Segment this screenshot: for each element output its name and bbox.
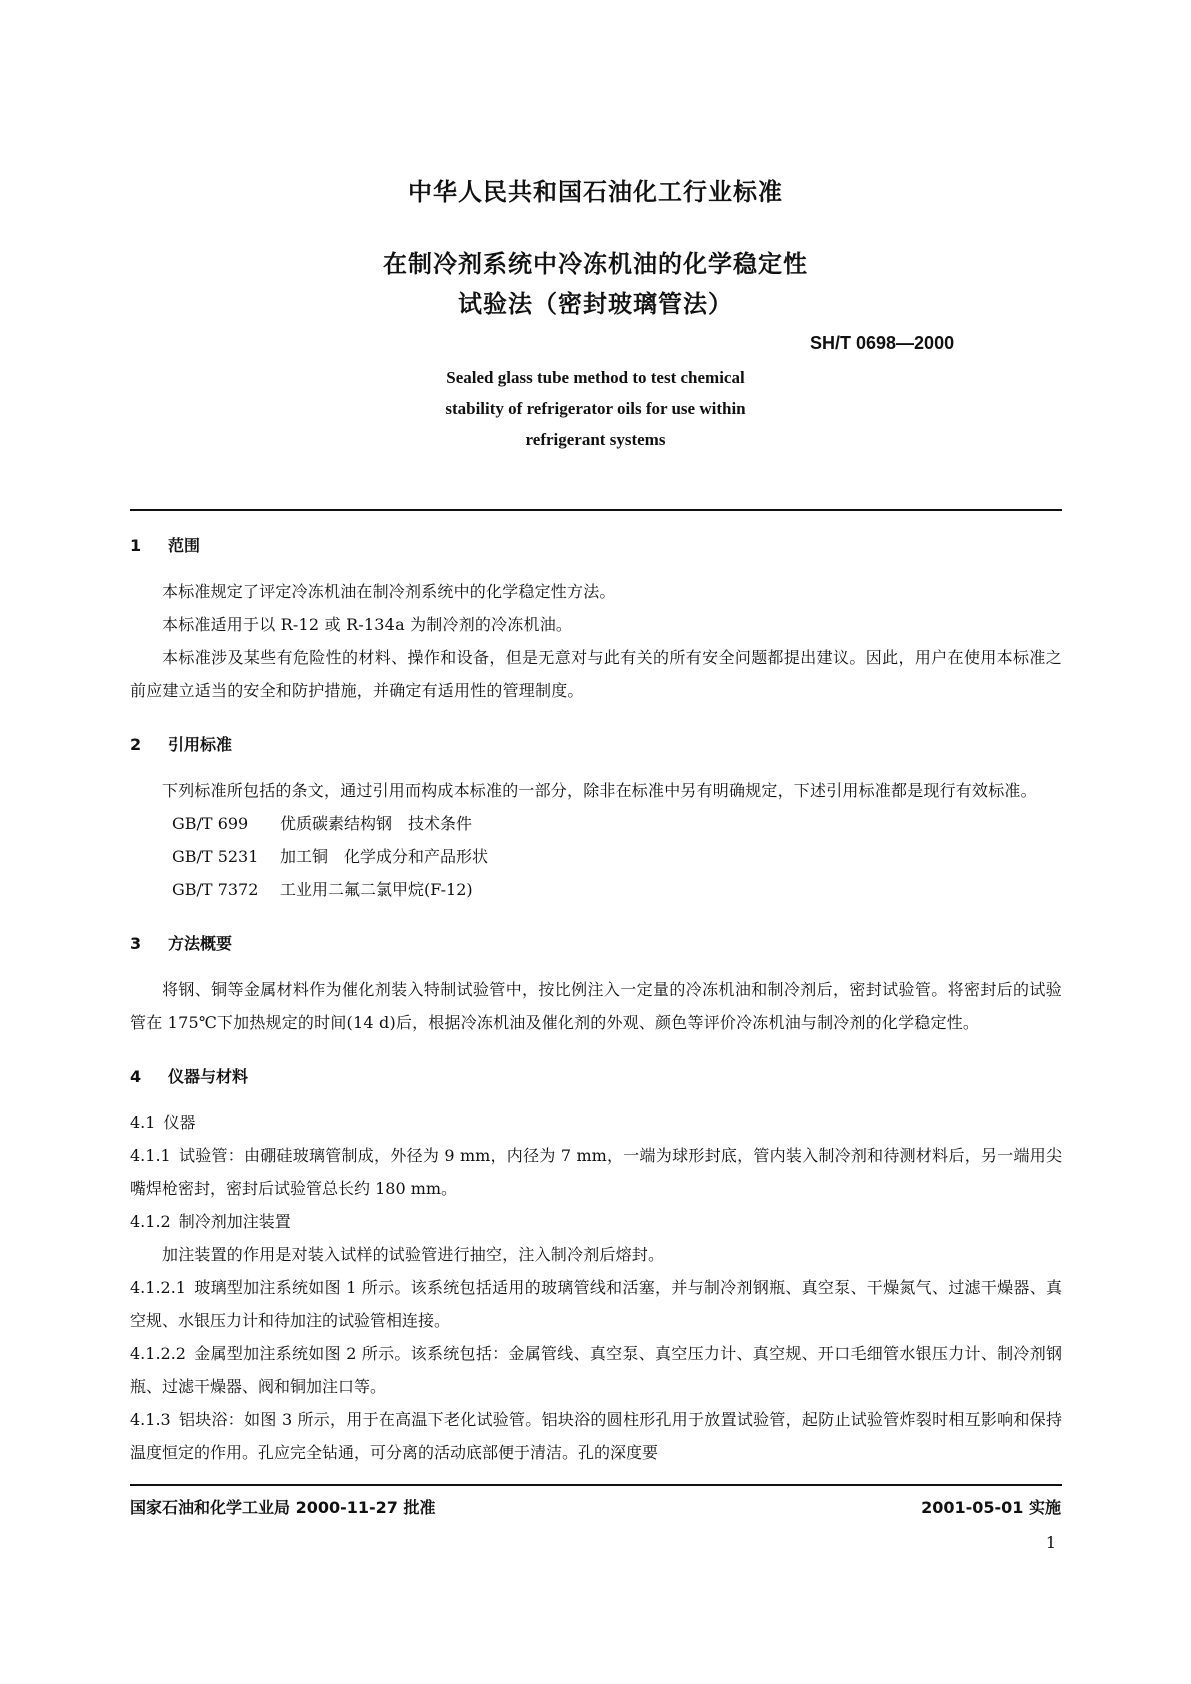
clause-number: 4.1.2.2 [130, 1344, 186, 1363]
clause-4-1-3 [130, 1403, 1062, 1469]
issuing-authority-title: 中华人民共和国石油化工行业标准 [408, 178, 783, 206]
page-number: 1 [1045, 1533, 1056, 1552]
approval-statement: 国家石油和化学工业局 2000-11-27 批准 [130, 1498, 436, 1517]
title-cn-line-1: 在制冷剂系统中冷冻机油的化学稳定性 [383, 250, 808, 278]
clause-text: 金属型加注系统如图 2 所示。该系统包括：金属管线、真空泵、真空压力计、真空规、开口毛细管水银压力计、制冷剂钢瓶、过滤干燥器、阀和铜加注口等。 [130, 1344, 1062, 1396]
paragraph: 将钢、铜等金属材料作为催化剂装入特制试验管中，按比例注入一定量的冷冻机油和制冷剂后，密封试验管。将密封后的试验管在 175℃下加热规定的时间(14 d)后，根据冷冻机油及催化剂的外观、颜色等评价冷冻机油与制冷剂的化学稳定性。 [130, 980, 1062, 1032]
section-number: 2 [130, 735, 142, 754]
section-title: 范围 [168, 536, 201, 555]
reference-code: GB/T 699 [172, 814, 249, 833]
footer-divider [130, 1484, 1062, 1486]
paragraph: 本标准涉及某些有危险性的材料、操作和设备，但是无意对与此有关的所有安全问题都提出建议。因此，用户在使用本标准之前应建立适当的安全和防护措施，并确定有适用性的管理制度。 [130, 648, 1062, 700]
standard-number: SH/T 0698—2000 [810, 333, 955, 353]
section-title: 方法概要 [168, 934, 233, 953]
clause-4-1-2 [130, 1205, 1062, 1238]
paragraph: 本标准适用于以 R-12 或 R-134a 为制冷剂的冷冻机油。 [162, 615, 573, 634]
section-number: 3 [130, 934, 142, 953]
clause-4-1-2-1 [130, 1271, 1062, 1337]
standard-title-chinese [0, 244, 1191, 324]
clause-text: 试验管：由硼硅玻璃管制成，外径为 9 mm，内径为 7 mm，一端为球形封底，管内装入制冷剂和待测材料后，另一端用尖嘴焊枪密封，密封后试验管总长约 180 mm。 [130, 1146, 1062, 1198]
reference-code: GB/T 5231 [172, 847, 259, 866]
header-divider [130, 509, 1062, 511]
section-title: 仪器与材料 [168, 1067, 249, 1086]
section-title: 引用标准 [168, 735, 233, 754]
title-en-line-3: refrigerant systems [525, 430, 666, 449]
clause-text: 仪器 [163, 1113, 196, 1132]
reference-name: 加工铜 化学成分和产品形状 [280, 847, 489, 866]
section-heading-method-summary [130, 931, 1062, 954]
standard-title-english [0, 362, 1191, 455]
clause-4-1 [130, 1106, 1062, 1139]
clause-text: 铝块浴：如图 3 所示，用于在高温下老化试验管。铝块浴的圆柱形孔用于放置试验管，起防止试验管炸裂时相互影响和保持温度恒定的作用。孔应完全钻通，可分离的活动底部便于清洁。孔的深度要 [130, 1410, 1062, 1462]
clause-number: 4.1.3 [130, 1410, 171, 1429]
clause-number: 4.1 [130, 1113, 156, 1132]
section-heading-normative-references [130, 732, 1062, 755]
section-heading-apparatus [130, 1064, 1062, 1087]
reference-item [130, 873, 1062, 906]
clause-4-1-2-2 [130, 1337, 1062, 1403]
section-number: 4 [130, 1067, 142, 1086]
effective-date: 2001-05-01 实施 [921, 1498, 1061, 1517]
title-cn-line-2: 试验法（密封玻璃管法） [458, 290, 733, 318]
paragraph: 本标准规定了评定冷冻机油在制冷剂系统中的化学稳定性方法。 [162, 582, 616, 601]
clause-number: 4.1.2 [130, 1212, 171, 1231]
document-body [130, 533, 1062, 1469]
reference-item [130, 840, 1062, 873]
clause-number: 4.1.1 [130, 1146, 171, 1165]
reference-code: GB/T 7372 [172, 880, 259, 899]
reference-name: 优质碳素结构钢 技术条件 [280, 814, 473, 833]
section-number: 1 [130, 536, 142, 555]
section-heading-scope [130, 533, 1062, 556]
clause-number: 4.1.2.1 [130, 1278, 186, 1297]
clause-text: 制冷剂加注装置 [178, 1212, 291, 1231]
paragraph: 下列标准所包括的条文，通过引用而构成本标准的一部分，除非在标准中另有明确规定，下述引用标准都是现行有效标准。 [162, 781, 1037, 800]
paragraph: 加注装置的作用是对装入试样的试验管进行抽空，注入制冷剂后熔封。 [162, 1245, 665, 1264]
clause-4-1-1 [130, 1139, 1062, 1205]
title-en-line-2: stability of refrigerator oils for use within [445, 399, 746, 418]
reference-name: 工业用二氟二氯甲烷(F-12) [280, 880, 473, 899]
title-en-line-1: Sealed glass tube method to test chemical [446, 368, 745, 387]
reference-item [130, 807, 1062, 840]
clause-text: 玻璃型加注系统如图 1 所示。该系统包括适用的玻璃管线和活塞，并与制冷剂钢瓶、真空泵、干燥氮气、过滤干燥器、真空规、水银压力计和待加注的试验管相连接。 [130, 1278, 1062, 1330]
